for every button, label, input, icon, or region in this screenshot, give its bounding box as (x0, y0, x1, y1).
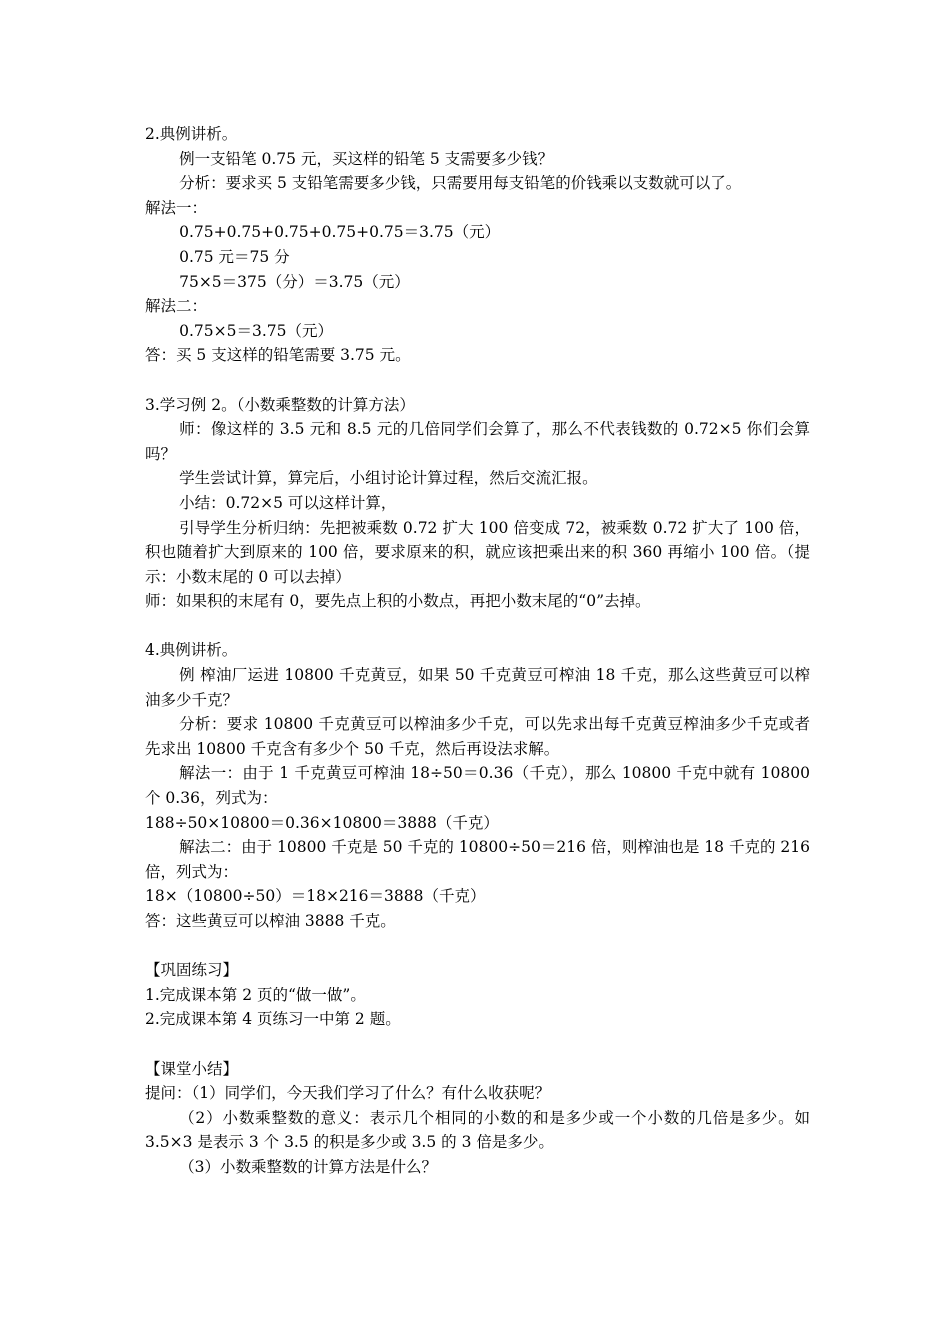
section-4-answer: 答：这些黄豆可以榨油 3888 千克。 (145, 912, 396, 930)
class-summary-question-3: （3）小数乘整数的计算方法是什么？ (179, 1157, 437, 1176)
section-3-teacher-question: 师：像这样的 3.5 元和 8.5 元的几倍同学们会算了，那么不代表钱数的 0.72×5 你们会算吗？ (145, 420, 810, 463)
section-2-method1-label: 解法一： (145, 198, 208, 217)
spacer (145, 368, 810, 393)
section-3-summary: 小结：0.72×5 可以这样计算， (179, 493, 397, 512)
section-4-method2: 解法二：由于 10800 千克是 50 千克的 10800÷50＝216 倍，则榨油也是 18 千克的 216 倍，列式为： (145, 838, 815, 881)
section-2-analysis: 分析：要求买 5 支铅笔需要多少钱，只需要用每支铅笔的价钱乘以支数就可以了。 (179, 174, 742, 193)
section-4-method1-formula: 188÷50×10800＝0.36×10800＝3888（千克） (145, 813, 499, 832)
section-3-students: 学生尝试计算，算完后，小组讨论计算过程，然后交流汇报。 (179, 469, 598, 488)
section-2-method1-line3: 75×5＝375（分）＝3.75（元） (179, 272, 410, 291)
section-2-method2-line1: 0.75×5＝3.75（元） (179, 321, 333, 340)
class-summary-question-2: （2）小数乘整数的意义：表示几个相同的小数的和是多少或一个小数的几倍是多少。如 3.5×3 是表示 3 个 3.5 的积是多少或 3.5 的 3 倍是多少。 (145, 1108, 815, 1152)
section-4-method1: 解法一：由于 1 千克黄豆可榨油 18÷50＝0.36（千克），那么 10800 千克中就有 10800 个 0.36，列式为： (145, 764, 815, 808)
section-2-answer: 答：买 5 支这样的铅笔需要 3.75 元。 (145, 346, 411, 365)
section-4-title: 4.典例讲析。 (145, 641, 238, 660)
spacer (145, 934, 810, 959)
practice-item-1: 1.完成课本第 2 页的“做一做”。 (145, 985, 366, 1004)
section-2-method1-line1: 0.75+0.75+0.75+0.75+0.75＝3.75（元） (179, 223, 501, 242)
document-page (145, 122, 815, 1180)
class-summary-title: 【课堂小结】 (145, 1059, 239, 1078)
spacer (145, 614, 810, 639)
practice-title: 【巩固练习】 (145, 961, 239, 980)
class-summary-question-1: 提问：（1）同学们，今天我们学习了什么？有什么收获呢？ (145, 1084, 551, 1103)
section-3-guide: 引导学生分析归纳：先把被乘数 0.72 扩大 100 倍变成 72，被乘数 0.72 扩大了 100 倍，积也随着扩大到原来的 100 倍，要求原来的积，就应该把乘出来的积 360 再缩小 100 倍。（提示：小数末尾的 0 可以去掉） (145, 518, 810, 586)
section-3-title: 3.学习例 2。（小数乘整数的计算方法） (145, 395, 415, 414)
section-2-question: 例一支铅笔 0.75 元，买这样的铅笔 5 支需要多少钱？ (179, 149, 554, 168)
section-4-analysis: 分析：要求 10800 千克黄豆可以榨油多少千克，可以先求出每千克黄豆榨油多少千克或者先求出 10800 千克含有多少个 50 千克，然后再设法求解。 (145, 715, 810, 758)
section-2-title: 2.典例讲析。 (145, 125, 238, 143)
section-3-teacher-note: 师：如果积的末尾有 0，要先点上积的小数点，再把小数末尾的“0”去掉。 (145, 592, 651, 611)
spacer (145, 1032, 810, 1057)
section-4-question: 例 榨油厂运进 10800 千克黄豆，如果 50 千克黄豆可榨油 18 千克，那么这些黄豆可以榨油多少千克？ (145, 666, 810, 709)
section-2-method1-line2: 0.75 元＝75 分 (179, 247, 290, 266)
section-2-method2-label: 解法二： (145, 297, 208, 316)
practice-item-2: 2.完成课本第 4 页练习一中第 2 题。 (145, 1010, 401, 1029)
section-4-method2-formula: 18×（10800÷50）＝18×216＝3888（千克） (145, 887, 486, 906)
